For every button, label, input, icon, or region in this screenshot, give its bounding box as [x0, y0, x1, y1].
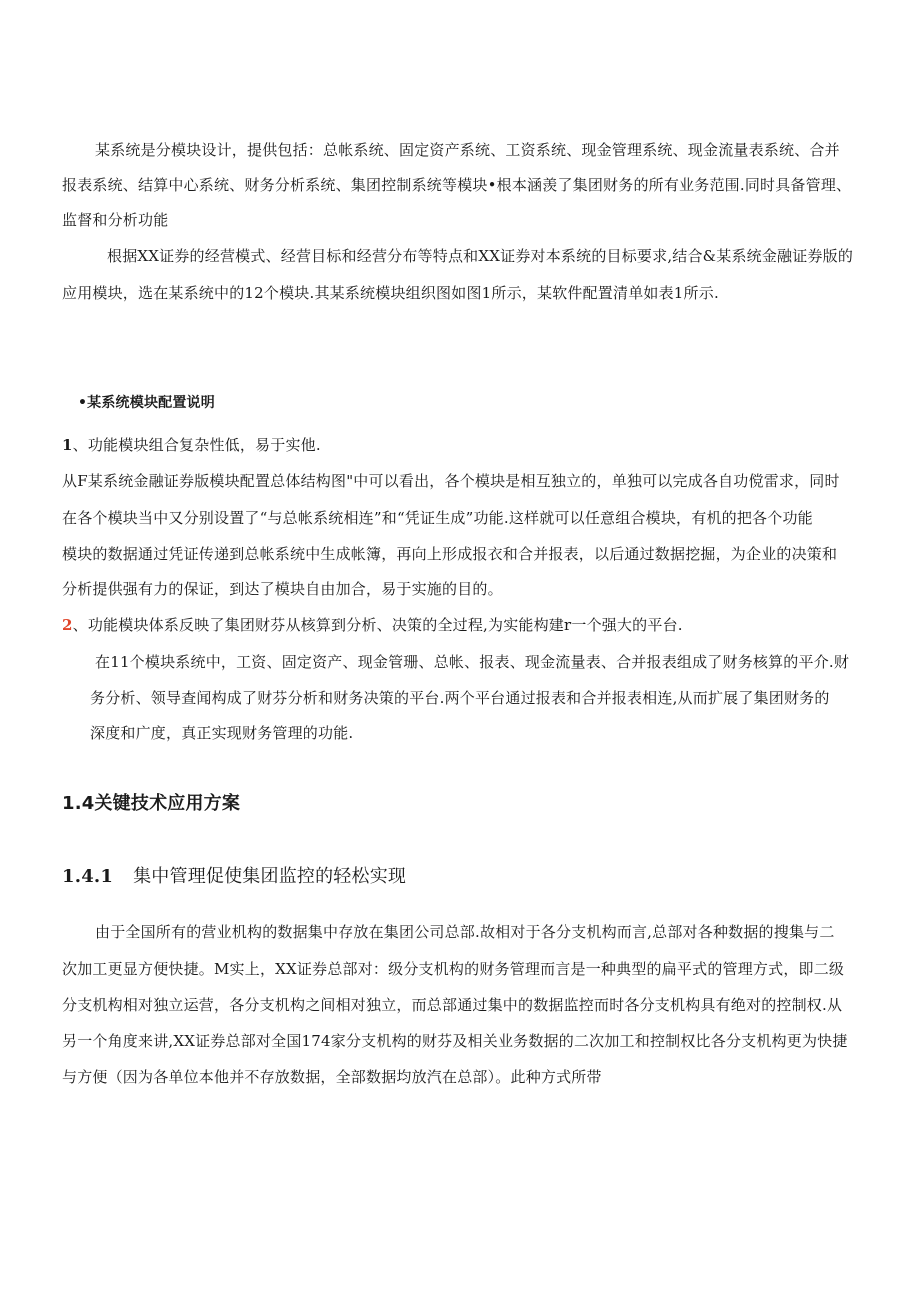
selection-line-2: 应用模块，选在某系统中的12个模块.其某系统模块组织图如图1所示，某软件配置清单如表1所示.: [62, 284, 719, 302]
s141-line-1: 由于全国所有的营业机构的数据集中存放在集团公司总部.故相对于各分支机构而言,总部对各种数据的搜集与二: [95, 923, 835, 941]
section-1-4-1-heading: [62, 864, 406, 890]
item2-number: 2: [62, 616, 73, 634]
item2-line-1: 在11个模块系统中，工资、固定资产、现金管珊、总帐、报表、现金流量表、合并报表组成了财务核算的平介.财: [95, 653, 850, 671]
intro-line-3: 监督和分析功能: [62, 211, 169, 229]
item1-line-4: 分析提供强有力的保证，到达了模块自由加合，易于实施的目的。: [62, 580, 503, 598]
section-1-4-1-title: 集中管理促使集团监控的轻松实现: [133, 866, 407, 887]
item1-heading: [62, 434, 321, 456]
section-1-4-1-number: 1.4.1: [62, 866, 114, 887]
section-1-4-title: 1.4关键技术应用方案: [62, 793, 241, 814]
s141-line-2: 次加工更显方便快捷。M实上，XX证券总部对：级分支机构的财务管理而言是一种典型的扁平式的管理方式，即二级: [62, 960, 845, 978]
s141-line-5: 与方便（因为各单位本他并不存放数据，全部数据均放汽在总部）。此种方式所带: [62, 1068, 602, 1086]
item1-number: 1: [62, 436, 73, 454]
config-section-title: •某系统模块配置说明: [78, 395, 215, 411]
item1-line-1: 从F某系统金融证券版模块配置总体结构图"中可以看出，各个模块是相互独立的，单独可以完成各自功傥雷求，同时: [62, 472, 840, 490]
item1-heading-text: 、功能模块组合复杂性低，易于实他.: [72, 436, 321, 454]
s141-line-4: 另一个角度来讲,XX证券总部对全国174家分支机构的财芬及相关业务数据的二次加工和控制权比各分支机构更为快捷: [62, 1032, 848, 1050]
intro-line-1: 某系统是分模块设计，提供包括：总帐系统、固定资产系统、工资系统、现金管理系统、现金流量表系统、合并: [95, 141, 840, 159]
item1-line-3: 模块的数据通过凭证传递到总帐系统中生成帐簿，再向上形成报衣和合并报表，以后通过数据挖掘，为企业的决策和: [62, 545, 838, 563]
s141-line-3: 分支机构相对独立运营，各分支机构之间相对独立，而总部通过集中的数据监控而时各分支机构具有绝对的控制权.从: [62, 996, 843, 1014]
item1-line-2: 在各个模块当中又分别设置了“与总帐系统相连”和“凭证生成”功能.这样就可以任意组合模块，有机的把各个功能: [62, 509, 813, 527]
item2-line-2: 务分析、领导查闻构成了财芬分析和财务决策的平台.两个平台通过报表和合并报表相连,从而扩展了集团财务的: [90, 689, 830, 707]
item2-heading-text: 、功能模块体系反映了集团财芬从核算到分析、决策的全过程,为实能构建r一个强大的平台.: [72, 616, 683, 634]
item2-line-3: 深度和广度，真正实现财务管理的功能.: [90, 724, 354, 742]
item2-heading: [62, 614, 683, 636]
intro-line-2: 报表系统、结算中心系统、财务分析系统、集团控制系统等模块•根本涵羡了集团财务的所有业务范围.同时具备管理、: [62, 176, 852, 194]
selection-line-1: 根据XX证券的经营模式、经营目标和经营分布等特点和XX证券对本系统的目标要求,结合&某系统金融证券版的: [107, 247, 854, 265]
